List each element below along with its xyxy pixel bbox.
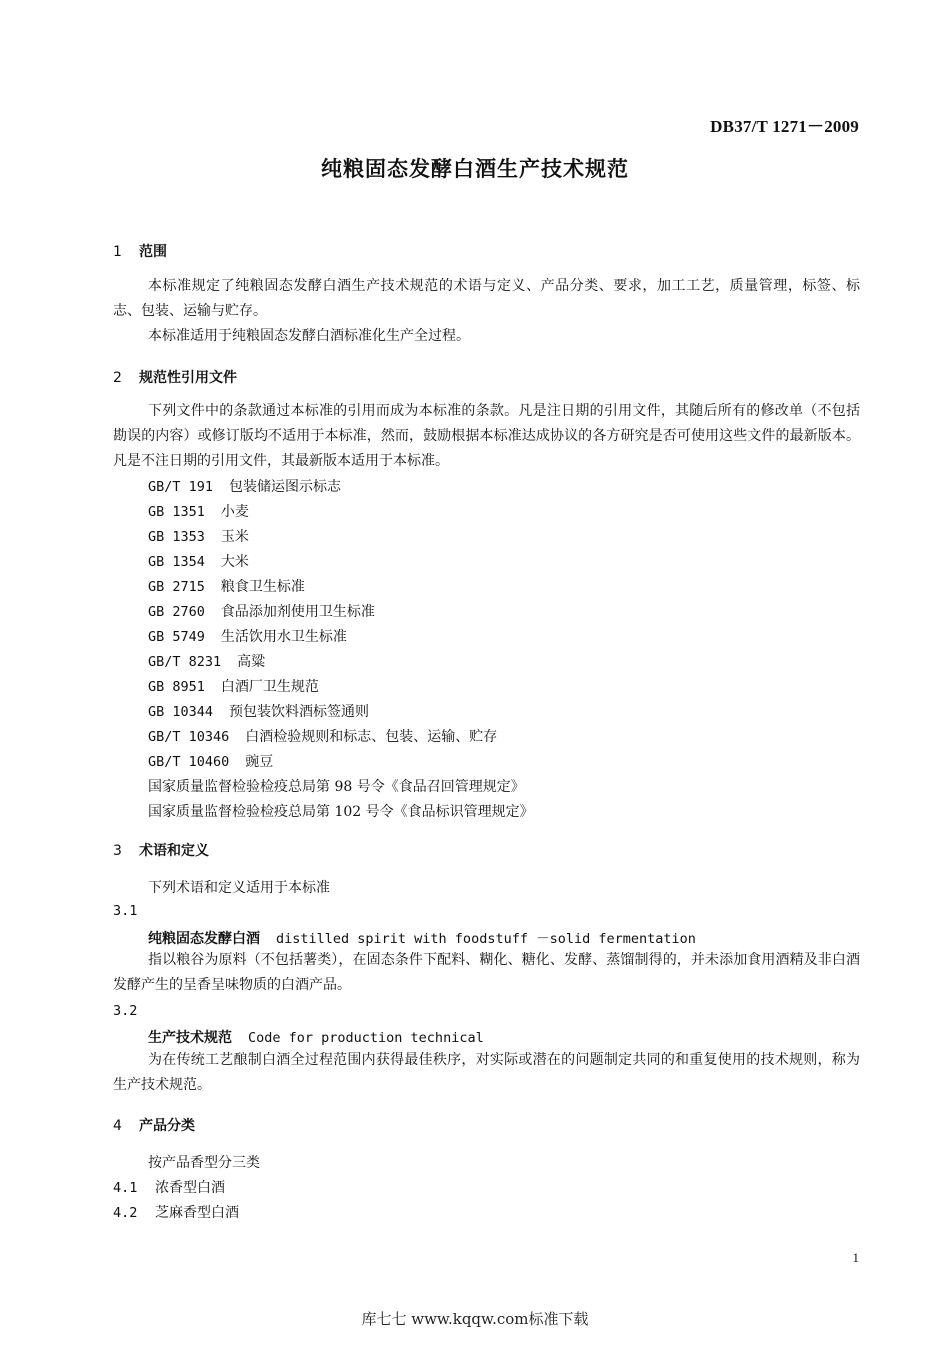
reference-item: GB 2715 粮食卫生标准 [148, 579, 305, 595]
reference-item: GB/T 191 包装储运图示标志 [148, 479, 342, 495]
paragraph: 本标准规定了纯粮固态发酵白酒生产技术规范的术语与定义、产品分类、要求，加工工艺，质量管理，标签、标志、包装、运输与贮存。 [113, 278, 860, 319]
clause-number: 3.1 [113, 903, 138, 919]
paragraph: 下列文件中的条款通过本标准的引用而成为本标准的条款。凡是注日期的引用文件，其随后所有的修改单（不包括勘误的内容）或修订版均不适用于本标准，然而，鼓励根据本标准达成协议的各方研究是否可使用这些文件的最新版本。凡是不注日期的引用文件，其最新版本适用于本标准。 [113, 403, 860, 469]
reference-item: GB 8951 白酒厂卫生规范 [148, 679, 319, 695]
page-number: 1 [852, 1250, 859, 1265]
section-title: 范围 [139, 244, 167, 260]
reference-item: GB 1353 玉米 [148, 529, 249, 545]
section-2-heading [113, 367, 237, 387]
term-entry [148, 1027, 484, 1047]
footer-watermark: 库七七 www.kqqw.com标准下载 [361, 1310, 589, 1328]
section-title: 规范性引用文件 [139, 370, 237, 386]
reference-item: GB 1351 小麦 [148, 504, 249, 520]
subclause-item: 4.2 芝麻香型白酒 [113, 1205, 239, 1221]
decree-item: 国家质量监督检验检疫总局第 102 号令《食品标识管理规定》 [148, 804, 534, 820]
section-number: 1 [113, 244, 122, 260]
reference-item: GB 10344 预包装饮料酒标签通则 [148, 704, 370, 720]
clause-number: 3.2 [113, 1003, 138, 1019]
section-title: 产品分类 [139, 1118, 195, 1134]
paragraph: 本标准适用于纯粮固态发酵白酒标准化生产全过程。 [148, 328, 470, 344]
section-title: 术语和定义 [139, 843, 209, 859]
reference-item: GB 2760 食品添加剂使用卫生标准 [148, 604, 375, 620]
term-chinese: 纯粮固态发酵白酒 [148, 931, 260, 947]
decree-item: 国家质量监督检验检疫总局第 98 号令《食品召回管理规定》 [148, 779, 525, 795]
term-english: Code for production technical [248, 1030, 484, 1046]
term-definition: 为在传统工艺酿制白酒全过程范围内获得最佳秩序，对实际或潜在的问题制定共同的和重复使用的技术规则，称为生产技术规范。 [113, 1052, 860, 1093]
paragraph: 下列术语和定义适用于本标准 [148, 880, 330, 896]
subclause-item: 4.1 浓香型白酒 [113, 1180, 225, 1196]
reference-item: GB 1354 大米 [148, 554, 249, 570]
paragraph: 按产品香型分三类 [148, 1155, 260, 1171]
document-title: 纯粮固态发酵白酒生产技术规范 [321, 157, 629, 181]
term-chinese: 生产技术规范 [148, 1030, 232, 1046]
reference-item: GB 5749 生活饮用水卫生标准 [148, 629, 347, 645]
standard-number: DB37/T 1271－2009 [710, 117, 859, 136]
section-1-heading [113, 241, 167, 261]
section-number: 4 [113, 1118, 122, 1134]
reference-item: GB/T 10460 豌豆 [148, 754, 274, 770]
section-3-heading [113, 840, 209, 860]
reference-item: GB/T 10346 白酒检验规则和标志、包装、运输、贮存 [148, 729, 498, 745]
term-definition: 指以粮谷为原料（不包括薯类），在固态条件下配料、糊化、糖化、发酵、蒸馏制得的，并未添加食用酒精及非白酒发酵产生的呈香呈味物质的白酒产品。 [113, 952, 860, 993]
section-4-heading [113, 1115, 195, 1135]
section-number: 3 [113, 843, 122, 859]
term-english: distilled spirit with foodstuff －solid fermentation [276, 931, 696, 947]
section-number: 2 [113, 370, 122, 386]
term-entry [148, 927, 696, 948]
reference-item: GB/T 8231 高粱 [148, 654, 266, 670]
